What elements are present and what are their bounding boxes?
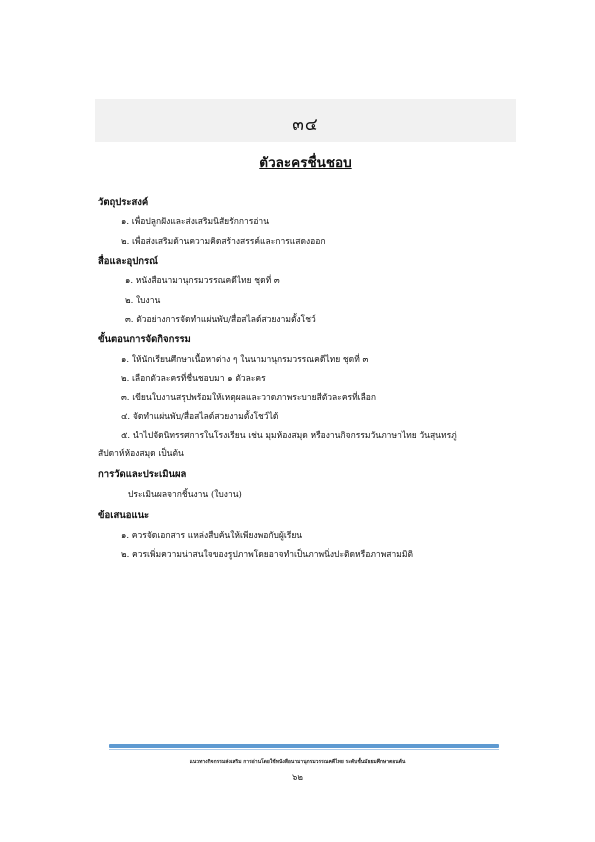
activity-header-band [95,99,516,142]
activity-title: ตัวละครชื่นชอบ [259,155,352,171]
evaluation-heading: การวัดและประเมินผล [98,469,187,480]
step-item: ๔. จัดทำแผ่นพับ/สื่อสไลด์สวยงามตั้งโชว์ได้ [121,412,279,422]
activity-number: ๓๔ [292,115,319,135]
step-item: ๑. ให้นักเรียนศึกษาเนื้อหาต่าง ๆ ในนามานุกรมวรรณคดีไทย ชุดที่ ๓ [121,355,369,365]
footer-rule [109,744,499,748]
evaluation-item: ประเมินผลจากชิ้นงาน (ใบงาน) [128,490,242,500]
objective-item: ๑. เพื่อปลูกฝังและส่งเสริมนิสัยรักการอ่าน [121,217,270,227]
step-item: ๒. เลือกตัวละครที่ชื่นชอบมา ๑ ตัวละคร [121,374,266,384]
objective-item: ๒. เพื่อส่งเสริมด้านความคิดสร้างสรรค์และการแสดงออก [121,237,326,247]
material-item: ๒. ใบงาน [125,296,161,306]
steps-heading: ขั้นตอนการจัดกิจกรรม [98,334,191,345]
suggestions-heading: ข้อเสนอแนะ [98,510,150,521]
material-item: ๓. ตัวอย่างการจัดทำแผ่นพับ/สื่อสไลด์สวยงามตั้งโชว์ [125,315,316,325]
suggestion-item: ๒. ควรเพิ่มความน่าสนใจของรูปภาพโดยอาจทำเป็นภาพนิ่งปะติดหรือภาพสามมิติ [121,550,413,560]
page-number: ๖๒ [292,773,303,783]
footer-rule-thin [109,749,499,750]
footer-text: แนวทางกิจกรรมส่งเสริม การอ่านโดยใช้หนังสือนามานุกรมวรรณคดีไทย ระดับชั้นมัธยมศึกษาตอนต้น [189,759,406,765]
material-item: ๑. หนังสือนามานุกรมวรรณคดีไทย ชุดที่ ๓ [125,276,280,286]
suggestion-item: ๑. ควรจัดเอกสาร แหล่งสืบค้นให้เพียงพอกับผู้เรียน [121,531,303,541]
step-item-continuation: สัปดาห์ห้องสมุด เป็นต้น [98,449,184,459]
objectives-heading: วัตถุประสงค์ [98,197,149,208]
materials-heading: สื่อและอุปกรณ์ [98,256,158,267]
step-item: ๕. นำไปจัดนิทรรศการในโรงเรียน เช่น มุมห้องสมุด หรืองานกิจกรรมวันภาษาไทย วันสุนทรภู่ [121,431,457,441]
step-item: ๓. เขียนใบงานสรุปพร้อมให้เหตุผลและวาดภาพระบายสีตัวละครที่เลือก [121,393,377,403]
